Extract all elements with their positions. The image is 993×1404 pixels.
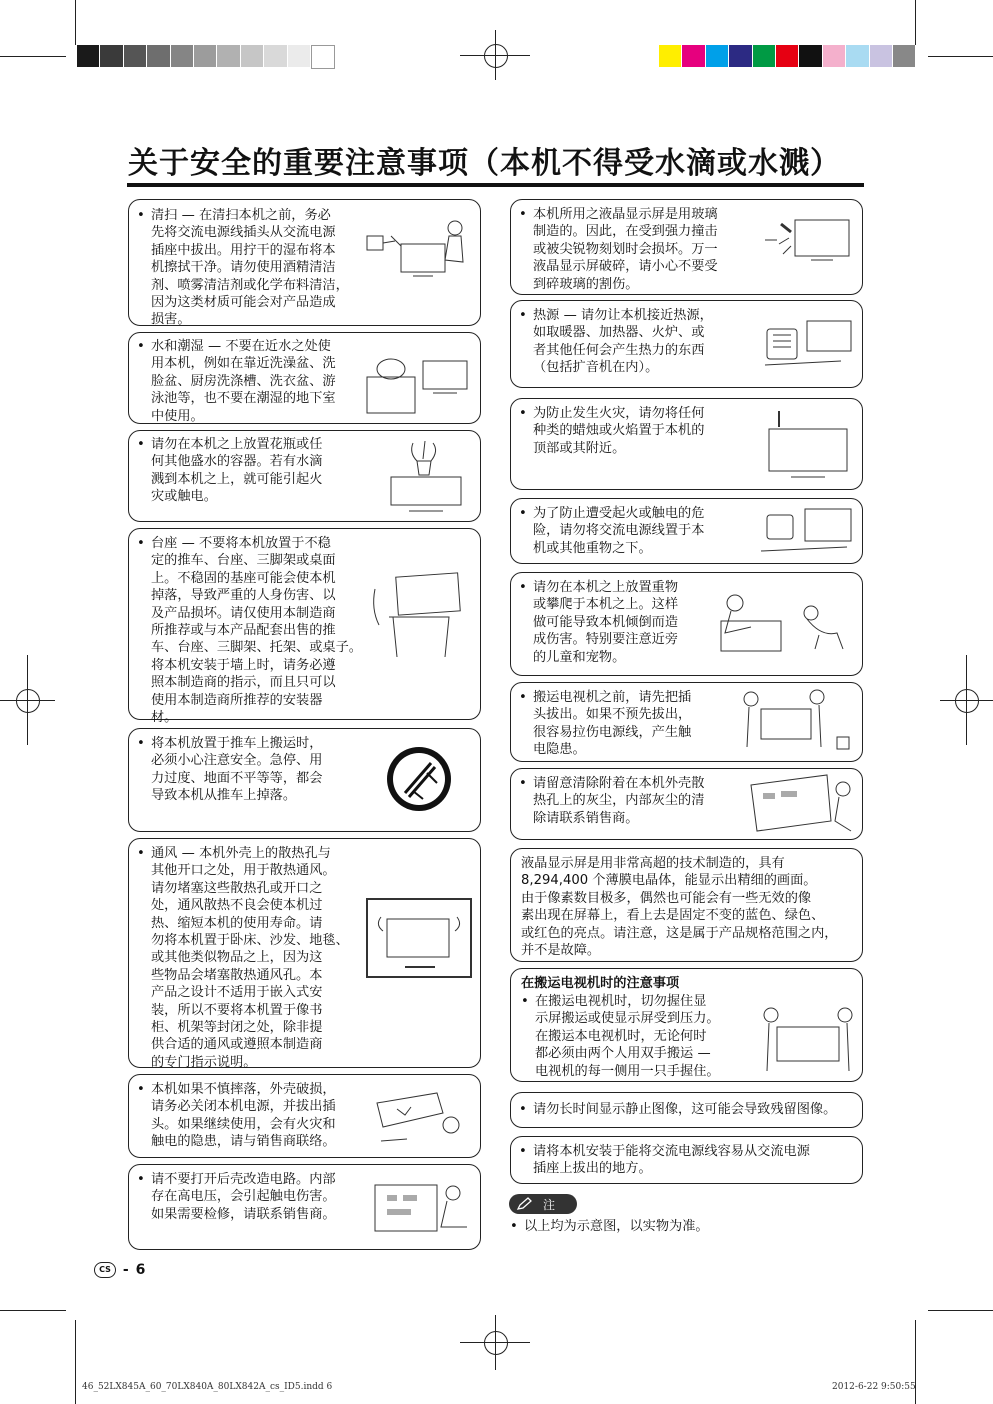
- title-rule: [127, 183, 864, 187]
- color-swatch: [147, 45, 169, 67]
- color-swatch: [288, 45, 310, 67]
- heat-box: [510, 300, 863, 388]
- ventilation-text: • 通风 — 本机外壳上的散热孔与 其他开口之处，用于散热通风。 请勿堵塞这些散热孔或开口之 处，通风散热不良会使本机过 热、缩短本机的使用寿命。请 勿将本机置于卧床、沙发、地毯、 或其他类似物品之上，因为这 些物品会堵塞散热通风孔。本 产品之设计不适用于嵌入式安 装，所以不要将本机置于像书 柜、机架等封闭之处，除非提 供合适的通风或遵照本制造商 的专门指示说明。: [137, 846, 349, 1070]
- cleaning-vents-icon: [747, 771, 859, 839]
- dropped-box: [128, 1074, 481, 1158]
- vase-on-tv-icon: [383, 439, 473, 517]
- color-swatch: [799, 45, 821, 67]
- heavy-object-text: • 请勿在本机之上放置重物 或攀爬于本机之上。这样 做可能导致本机倾倒而造 成伤害。特别要注意近旁 的儿童和宠物。: [519, 580, 679, 665]
- still-image-text: • 请勿长时间显示静止图像，这可能会导致残留图像。: [519, 1102, 837, 1117]
- water-text: • 水和潮湿 — 不要在近水之处使 用本机，例如在靠近洗澡盆、洗 脸盆、厨房洗涤槽、洗衣盆、游 泳池等，也不要在潮湿的地下室 中使用。: [137, 339, 336, 424]
- broken-tv-unplug-icon: [367, 1083, 475, 1155]
- dropped-text: • 本机如果不慎摔落，外壳破损， 请务必关闭本机电源，并拔出插 头。如果继续使用，会有火灾和 触电的隐患，请与销售商联络。: [137, 1082, 336, 1150]
- lcd-info-box: [510, 848, 863, 962]
- transport-text: • 在搬运电视机时，切勿握住显 示屏搬运或使显示屏受到压力。 在搬运本电视机时，无论何时 都必须由两个人用双手搬运 — 电视机的每一侧用一只手握住。: [521, 994, 720, 1079]
- crosshair-bottom-icon: [484, 1331, 508, 1355]
- cleaning-illustration-icon: [361, 216, 473, 286]
- hammer-screen-icon: [751, 204, 857, 284]
- color-swatch: [77, 45, 99, 67]
- unplug-before-move-text: • 搬运电视机之前，请先把插 头拔出。如果不预先拔出， 很容易拉伤电源线，产生触 电隐患。: [519, 690, 692, 758]
- color-swatch: [171, 45, 193, 67]
- no-modify-box: [128, 1164, 481, 1250]
- stand-box: [128, 528, 481, 726]
- cart-text: • 将本机放置于推车上搬运时， 必须小心注意安全。急停、用 力过度、地面不平等等，都会 导致本机从推车上掉落。: [137, 736, 323, 804]
- color-swatch: [729, 45, 751, 67]
- candle-box: [510, 398, 863, 490]
- color-swatch: [124, 45, 146, 67]
- color-swatch: [217, 45, 239, 67]
- page-number: CS - 6: [94, 1262, 145, 1278]
- transport-box: [510, 968, 863, 1082]
- color-swatch: [241, 45, 263, 67]
- cord-under-tv-icon: [751, 505, 857, 561]
- footer-filename: 46_52LX845A_60_70LX840A_80LX842A_cs_ID5.indd 6: [82, 1382, 333, 1392]
- power-cord-text: • 为了防止遭受起火或触电的危 险，请勿将交流电源线置于本 机或其他重物之下。: [519, 506, 705, 556]
- heavy-object-box: [510, 572, 863, 676]
- dust-text: • 请留意清除附着在本机外壳散 热孔上的灰尘，内部灰尘的清 除请联系销售商。: [519, 776, 705, 826]
- color-swatch: [682, 45, 704, 67]
- color-swatch: [100, 45, 122, 67]
- stand-text: • 台座 — 不要将本机放置于不稳 定的推车、台座、三脚架或桌面 上。不稳固的基座可能会使本机 掉落，导致严重的人身伤害、以 及产品损坏。请仅使用本制造商 所推荐或与本产品配套出售的推 车、台座、三脚架、托架、或桌子。 将本机安装于墙上时，请务必遵 照本制造商的指示，而且只可以 使用本制造商所推荐的安装器 材。: [137, 536, 362, 726]
- glass-text: • 本机所用之液晶显示屏是用玻璃 制造的。因此，在受到强力撞击 或被尖锐物刻划时会损坏。万一 液晶显示屏破碎，请小心不要受 到碎玻璃的割伤。: [519, 207, 718, 292]
- child-and-pet-icon: [711, 587, 859, 663]
- no-modify-text: • 请不要打开后壳改造电路。内部 存在高电压，会引起触电伤害。 如果需要检修，请联系销售商。: [137, 1172, 336, 1222]
- pencil-icon: [516, 1197, 532, 1211]
- heat-text: • 热源 — 请勿让本机接近热源， 如取暖器、加热器、火炉、或 者其他任何会产生热力的东西 （包括扩音机在内）。: [519, 308, 713, 376]
- crosshair-right-icon: [955, 689, 979, 713]
- note-badge: 注: [509, 1194, 577, 1214]
- opening-back-cover-icon: [367, 1171, 475, 1243]
- candle-on-tv-icon: [765, 405, 855, 485]
- cart-warning-icon: [383, 743, 455, 815]
- color-swatch: [311, 45, 335, 69]
- tv-on-chair-icon: [369, 569, 469, 663]
- transport-heading: 在搬运电视机时的注意事项: [521, 976, 680, 991]
- region-badge: CS: [94, 1262, 116, 1278]
- cleaning-box: [128, 199, 481, 326]
- color-swatch: [823, 45, 845, 67]
- note-text: • 以上均为示意图，以实物为准。: [510, 1219, 709, 1234]
- page-title: 关于安全的重要注意事项（本机不得受水滴或水溅）: [128, 146, 841, 181]
- sink-tv-illustration-icon: [363, 347, 475, 419]
- unplug-before-move-box: [510, 682, 863, 762]
- heater-near-tv-icon: [751, 315, 857, 377]
- power-plug-box: [510, 1136, 863, 1184]
- power-plug-text: • 请将本机安装于能将交流电源线容易从交流电源 插座上拔出的地方。: [519, 1144, 810, 1177]
- power-cord-box: [510, 498, 863, 564]
- glass-box: [510, 199, 863, 295]
- color-swatch: [659, 45, 681, 67]
- crosshair-left-icon: [16, 689, 40, 713]
- enclosed-tv-icon: [365, 897, 475, 981]
- color-swatch: [870, 45, 892, 67]
- two-person-carry-icon: [759, 1005, 859, 1075]
- still-image-box: [510, 1092, 863, 1128]
- water-box: [128, 332, 481, 424]
- color-swatch: [846, 45, 868, 67]
- color-swatch: [264, 45, 286, 67]
- color-swatch: [194, 45, 216, 67]
- dust-box: [510, 768, 863, 840]
- color-swatch: [776, 45, 798, 67]
- candle-text: • 为防止发生火灾，请勿将任何 种类的蜡烛或火焰置于本机的 顶部或其附近。: [519, 406, 705, 456]
- cleaning-text: • 清扫 — 在清扫本机之前，务必 先将交流电源线插头从交流电源 插座中拔出。用拧干的湿布将本 机擦拭干净。请勿使用酒精清洁 剂、喷雾清洁剂或化学布料清洁， 因为这类材质可能会对产品造成 损害。: [137, 208, 349, 328]
- color-swatch: [893, 45, 915, 67]
- cart-box: [128, 728, 481, 832]
- footer-timestamp: 2012-6-22 9:50:55: [832, 1382, 916, 1392]
- color-swatch: [753, 45, 775, 67]
- crosshair-top-icon: [484, 44, 508, 68]
- vase-text: • 请勿在本机之上放置花瓶或任 何其他盛水的容器。若有水滴 溅到本机之上，就可能引起火 灾或触电。: [137, 437, 323, 505]
- color-swatch: [706, 45, 728, 67]
- lcd-info-text: 液晶显示屏是用非常高超的技术制造的，具有 8,294,400 个薄膜电晶体，能显示出精细的画面。 由于像素数目极多，偶然也可能会有一些无效的像 素出现在屏幕上，看上去是固定不变的蓝色、绿色、 或红色的亮点。请注意，这是属于产品规格范围之内， 并不是故障。: [521, 856, 838, 959]
- ventilation-box: [128, 838, 481, 1068]
- vase-box: [128, 430, 481, 522]
- two-people-unplug-icon: [737, 687, 857, 759]
